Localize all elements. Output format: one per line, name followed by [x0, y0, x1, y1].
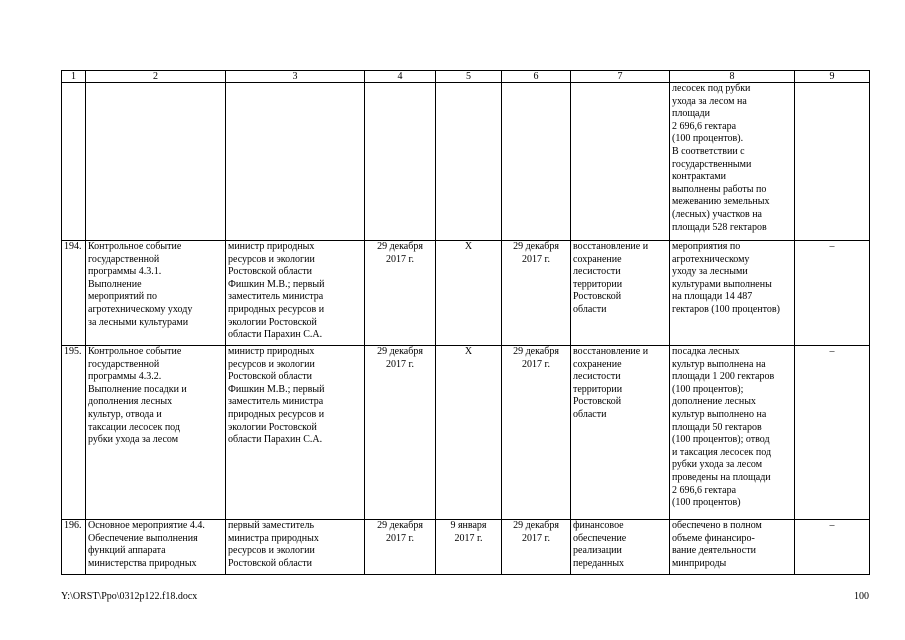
column-number-row: [62, 71, 870, 83]
row-number: [62, 83, 86, 241]
start-date: X: [436, 346, 502, 520]
responsible-person: [226, 83, 365, 241]
document-path: Y:\ORST\Ppo\0312p122.f18.docx: [61, 591, 198, 602]
table-row-continuation: [62, 83, 870, 241]
column-number: 2: [86, 71, 226, 83]
column-number: 7: [571, 71, 670, 83]
expected-result: восстановление и сохранение лесистости территории Ростовской области: [571, 346, 670, 520]
planned-date: [365, 83, 436, 241]
planned-date: 29 декабря 2017 г.: [365, 520, 436, 575]
column-number: 8: [670, 71, 795, 83]
actual-result: лесосек под рубки ухода за лесом на площади 2 696,6 гектара (100 процентов). В соответствии с государственными контрактами выполнены работы по межеванию земельных (лесных) участков на площади 528 гектаров: [670, 83, 795, 241]
page-number: 100: [854, 591, 869, 602]
event-name: [86, 83, 226, 241]
row-number: 194.: [62, 241, 86, 346]
column-number: 1: [62, 71, 86, 83]
notes: –: [795, 241, 870, 346]
start-date: 9 января 2017 г.: [436, 520, 502, 575]
expected-result: восстановление и сохранение лесистости территории Ростовской области: [571, 241, 670, 346]
event-name: Контрольное событие государственной программы 4.3.1. Выполнение мероприятий по агротехническому уходу за лесными культурами: [86, 241, 226, 346]
column-number: 3: [226, 71, 365, 83]
responsible-person: министр природных ресурсов и экологии Ростовской области Фишкин М.В.; первый заместитель министра природных ресурсов и экологии Ростовской области Парахин С.А.: [226, 241, 365, 346]
table-row: [62, 520, 870, 575]
row-number: 195.: [62, 346, 86, 520]
event-name: Основное мероприятие 4.4. Обеспечение выполнения функций аппарата министерства природных: [86, 520, 226, 575]
column-number: 5: [436, 71, 502, 83]
expected-result: [571, 83, 670, 241]
notes: –: [795, 346, 870, 520]
table-row: [62, 241, 870, 346]
planned-date: 29 декабря 2017 г.: [365, 241, 436, 346]
report-table: [61, 70, 870, 575]
actual-result: обеспечено в полном объеме финансиро- вание деятельности минприроды: [670, 520, 795, 575]
event-name: Контрольное событие государственной программы 4.3.2. Выполнение посадки и дополнения лесных культур, отвода и таксации лесосек под рубки ухода за лесом: [86, 346, 226, 520]
responsible-person: первый заместитель министра природных ресурсов и экологии Ростовской области: [226, 520, 365, 575]
planned-date: 29 декабря 2017 г.: [365, 346, 436, 520]
actual-result: посадка лесных культур выполнена на площади 1 200 гектаров (100 процентов); дополнение лесных культур выполнено на площади 50 гектаров (100 процентов); отвод и таксация лесосек под рубки ухода за лесом проведены на площади 2 696,6 гектара (100 процентов): [670, 346, 795, 520]
actual-result: мероприятия по агротехническому уходу за лесными культурами выполнены на площади 14 487 гектаров (100 процентов): [670, 241, 795, 346]
responsible-person: министр природных ресурсов и экологии Ростовской области Фишкин М.В.; первый заместитель министра природных ресурсов и экологии Ростовской области Парахин С.А.: [226, 346, 365, 520]
notes: –: [795, 520, 870, 575]
column-number: 4: [365, 71, 436, 83]
actual-date: 29 декабря 2017 г.: [502, 520, 571, 575]
notes: [795, 83, 870, 241]
expected-result: финансовое обеспечение реализации переданных: [571, 520, 670, 575]
actual-date: [502, 83, 571, 241]
column-number: 9: [795, 71, 870, 83]
start-date: [436, 83, 502, 241]
column-number: 6: [502, 71, 571, 83]
start-date: X: [436, 241, 502, 346]
row-number: 196.: [62, 520, 86, 575]
actual-date: 29 декабря 2017 г.: [502, 241, 571, 346]
actual-date: 29 декабря 2017 г.: [502, 346, 571, 520]
table-row: [62, 346, 870, 520]
